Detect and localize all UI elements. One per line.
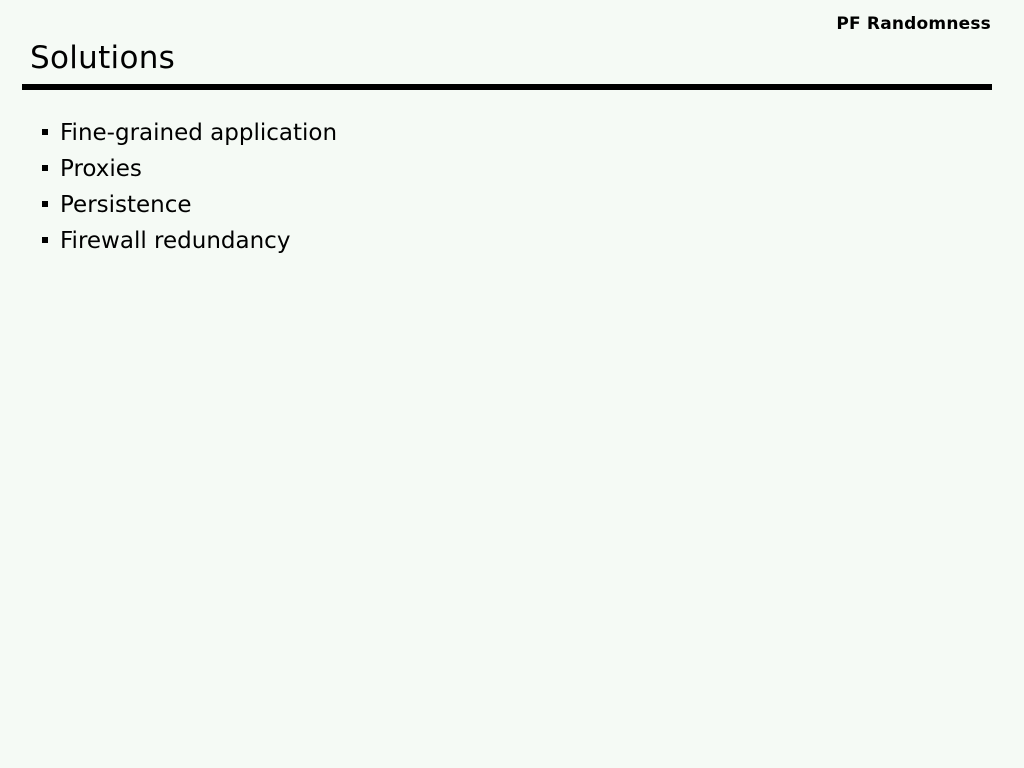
list-item bbox=[42, 156, 942, 182]
bullet-square-icon bbox=[42, 165, 48, 171]
list-item-label: Fine-grained application bbox=[60, 120, 338, 146]
title-divider bbox=[22, 84, 992, 90]
bullet-list bbox=[42, 120, 942, 264]
list-item-label: Proxies bbox=[60, 156, 142, 182]
bullet-square-icon bbox=[42, 201, 48, 207]
slide-header-label: PF Randomness bbox=[836, 14, 991, 34]
list-item-label: Firewall redundancy bbox=[60, 228, 291, 254]
list-item bbox=[42, 192, 942, 218]
list-item bbox=[42, 228, 942, 254]
page-title: Solutions bbox=[30, 40, 176, 76]
bullet-square-icon bbox=[42, 129, 48, 135]
list-item bbox=[42, 120, 942, 146]
list-item-label: Persistence bbox=[60, 192, 192, 218]
bullet-square-icon bbox=[42, 237, 48, 243]
